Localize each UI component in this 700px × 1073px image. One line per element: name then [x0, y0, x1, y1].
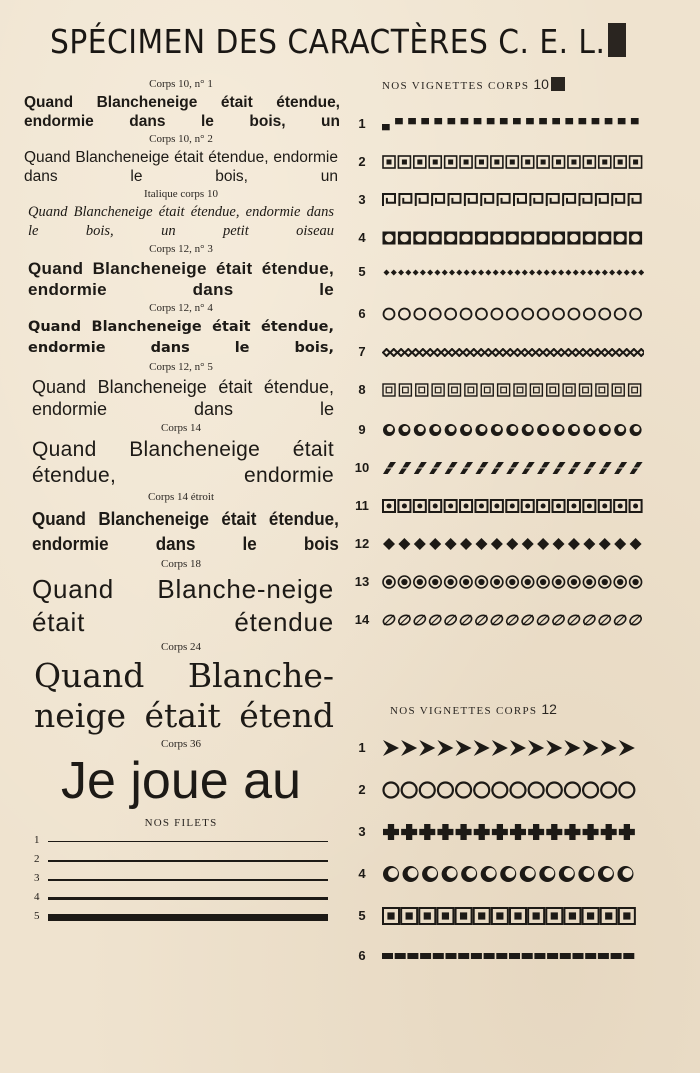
filet-number: 5 [34, 910, 40, 922]
vignette-row [350, 114, 650, 134]
vignette-strip [382, 613, 644, 627]
specimen-text: Quand Blancheneige était étendue, endormie dans le bois [32, 508, 339, 554]
vignette-row [350, 458, 650, 478]
filet-row [28, 908, 334, 927]
specimen-caption: Corps 10, n° 2 [149, 133, 213, 145]
filet-line [48, 860, 328, 862]
vignette-strip [382, 155, 644, 169]
vignette-strip [382, 865, 636, 883]
specimen-caption: Corps 36 [160, 738, 202, 750]
vignette-number: 13 [354, 574, 370, 589]
vignette-row [350, 152, 650, 172]
vignette-row [350, 946, 650, 966]
filet-row [28, 832, 334, 851]
filets-section [28, 817, 334, 927]
specimen-text: Quand Blancheneige était étendue, endormie dans le bois, un [24, 149, 338, 185]
vignette-number: 5 [358, 264, 366, 279]
vignette-row [350, 534, 650, 554]
vignettes-12-heading-text: NOS VIGNETTES CORPS [390, 705, 538, 717]
vignette-row [350, 572, 650, 592]
vignette-number: 12 [354, 536, 370, 551]
vignette-strip [382, 739, 636, 757]
vignettes-10-size: 10 [533, 76, 549, 92]
specimen-caption: Corps 14 [160, 422, 202, 434]
vignette-number: 10 [354, 460, 370, 475]
vignette-row [350, 190, 650, 210]
vignettes-12-size: 12 [541, 701, 557, 717]
vignette-row [350, 906, 650, 926]
vignette-row [350, 496, 650, 516]
specimen-text: Quand Blanche-neige était étend [34, 656, 334, 735]
specimen-text: Quand Blanche-neige était étendue [32, 574, 334, 637]
vignette-number: 8 [358, 382, 366, 397]
vignette-strip [382, 268, 644, 277]
vignette-number: 1 [358, 740, 366, 755]
vignette-row [350, 262, 650, 282]
filet-number: 1 [34, 834, 40, 846]
vignette-strip [382, 499, 644, 513]
vignette-strip [382, 461, 644, 475]
vignette-row [350, 780, 650, 800]
vignette-strip [382, 907, 636, 925]
vignettes-panel [350, 76, 650, 963]
vignette-row [350, 380, 650, 400]
title-ornament [608, 23, 626, 57]
specimen-caption: Corps 10, n° 1 [149, 78, 213, 90]
vignette-strip [382, 383, 644, 397]
vignette-number: 9 [358, 422, 366, 437]
filets-heading: NOS FILETS [144, 817, 218, 829]
filet-line [48, 841, 328, 842]
vignette-number: 3 [358, 824, 366, 839]
vignette-strip [382, 950, 636, 962]
vignette-strip [382, 423, 644, 437]
specimen-caption: Corps 12, n° 5 [149, 361, 213, 373]
filet-line [48, 914, 328, 921]
specimen-caption: Corps 24 [160, 641, 202, 653]
vignette-row [350, 738, 650, 758]
vignette-number: 6 [358, 948, 366, 963]
vignette-number: 7 [358, 344, 366, 359]
filet-number: 4 [34, 891, 40, 903]
vignette-strip [382, 537, 644, 551]
type-specimens [24, 76, 340, 927]
vignette-strip [382, 348, 644, 357]
vignettes-12-heading [390, 701, 557, 719]
vignette-number: 4 [358, 230, 366, 245]
filet-row [28, 851, 334, 870]
filet-number: 3 [34, 872, 40, 884]
vignette-number: 5 [358, 908, 366, 923]
vignette-number: 2 [358, 154, 366, 169]
vignette-strip [382, 231, 644, 245]
vignette-number: 1 [358, 116, 366, 131]
vignette-number: 14 [354, 612, 370, 627]
filet-number: 2 [34, 853, 40, 865]
filet-line [48, 879, 328, 881]
page-title [50, 22, 670, 70]
vignette-row [350, 864, 650, 884]
vignettes-10-heading-text: NOS VIGNETTES CORPS [382, 80, 530, 92]
vignette-number: 6 [358, 306, 366, 321]
vignette-strip [382, 575, 644, 589]
filet-row [28, 870, 334, 889]
vignette-row [350, 304, 650, 324]
filet-line [48, 897, 328, 900]
heading-ornament [551, 77, 565, 91]
vignette-number: 4 [358, 866, 366, 881]
specimen-caption: Corps 14 étroit [148, 491, 214, 503]
vignette-strip [382, 307, 644, 321]
specimen-caption: Corps 12, n° 3 [149, 243, 213, 255]
filet-row [28, 889, 334, 908]
vignette-number: 2 [358, 782, 366, 797]
specimen-text: Quand Blancheneige était étendue, endormie dans le bois, un petit oiseau [28, 204, 334, 239]
vignette-row [350, 342, 650, 362]
vignette-strip [382, 117, 644, 131]
specimen-caption: Italique corps 10 [144, 188, 218, 200]
vignette-row [350, 610, 650, 630]
vignette-strip [382, 781, 636, 799]
vignette-number: 3 [358, 192, 366, 207]
vignette-row [350, 228, 650, 248]
vignette-strip [382, 823, 636, 841]
vignettes-10-heading [382, 76, 650, 94]
specimen-text: Quand Blancheneige était étendue, endormie [32, 438, 334, 487]
specimen-caption: Corps 12, n° 4 [149, 302, 213, 314]
vignette-row [350, 822, 650, 842]
specimen-caption: Corps 18 [160, 558, 202, 570]
vignette-row [350, 420, 650, 440]
specimen-text: Quand Blancheneige était étendue, endormie dans le bois, [28, 319, 334, 356]
specimen-text: Je joue au [61, 752, 301, 810]
vignette-strip [382, 193, 644, 207]
specimen-text: Quand Blancheneige était étendue, endormie dans le [28, 259, 334, 299]
vignette-number: 11 [355, 498, 369, 513]
title-text: SPÉCIMEN DES CARACTÈRES C. E. L. [50, 22, 606, 61]
specimen-text: Quand Blancheneige était étendue, endormie dans le bois, un [24, 94, 340, 130]
specimen-text: Quand Blancheneige était étendue, endormie dans le [32, 377, 334, 419]
